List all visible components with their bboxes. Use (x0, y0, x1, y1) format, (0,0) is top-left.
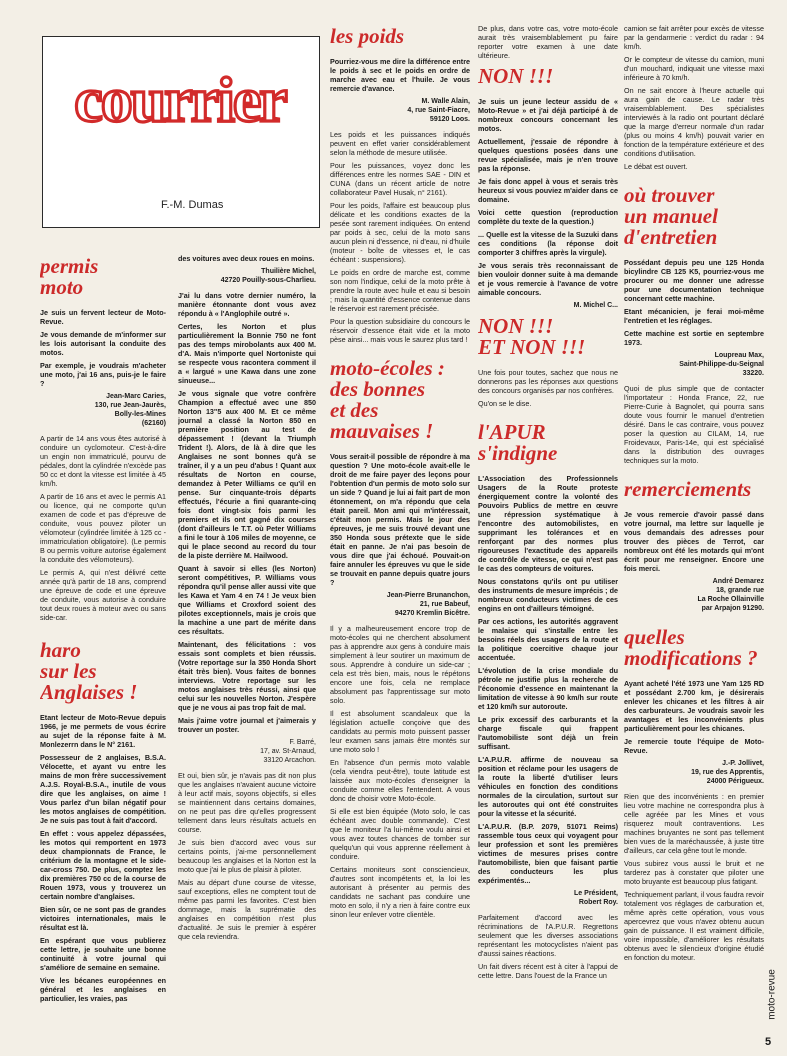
courrier-banner (42, 36, 320, 228)
signature: André Demarez 18, grande rue La Roche Ollainville par Arpajon 91290. (697, 578, 764, 612)
letter-paragraph: Ayant acheté l'été 1973 une Yam 125 RD et possédant 2.700 km, je désirerais enlever les chicanes et les filtres à air des carburateurs. Je voudrais savoir les avantages et les inconvénients plus particulièrement pour les chicanes. (624, 679, 764, 733)
answer-paragraph: De plus, dans votre cas, votre moto-école aurait très vraisemblablement pu faire reporter votre examen à une date ultérieure. (478, 24, 618, 60)
heading-haro: haro sur les Anglaises ! (40, 638, 138, 704)
letter-paragraph: Bien sûr, ce ne sont pas de grandes victoires internationales, mais le résultat est là. (40, 905, 166, 932)
signature: M. Michel C... (573, 302, 618, 309)
answer-paragraph: Parfaitement d'accord avec les récriminations de l'A.P.U.R. Regrettons seulement que les diverses associations représentant les motocyclistes n'aient pas d'aussi saines réactions. (478, 913, 618, 958)
answer-paragraph: Le permis A, qui n'est délivré cette année qu'à partir de 18 ans, comprend une épreuve de code et une épreuve de conduite, vous autorise à conduire tout deux roues à moteur avec ou sans side-car. (40, 568, 166, 622)
letter-paragraph: Etant mécanicien, je ferai moi-même l'entretien et les réglages. (624, 307, 764, 325)
heading-remerciements: remerciements (624, 477, 752, 501)
heading-non: NON !!! (478, 64, 554, 88)
letter-paragraph: J'ai lu dans votre dernier numéro, la manière étonnante dont vous avez répondu à « l'Anglophile outré ». (178, 291, 316, 318)
heading-moto-ecoles: moto-écoles : des bonnes et des mauvaises ! (330, 356, 445, 443)
signature: Le Président, Robert Roy. (574, 890, 618, 906)
signature: F. Barré, 17, av. St-Arnaud, 33120 Arcachon. (260, 739, 316, 764)
signature: Jean-Pierre Brunanchon, 21, rue Babeuf, 94270 Kremlin Bicêtre. (386, 592, 470, 617)
page-number: 5 (765, 1036, 772, 1048)
answer-paragraph: On ne sait encore à l'heure actuelle qui aura gain de cause. Le radar très vraisemblablement. Des spécialistes interviewés à la radio ont pourtant déclaré que la marge d'erreur normale d'un radar (plus ou moins 4 km/h) pouvait varier en fonction de la température extérieure et des conditions d'utilisation. (624, 86, 764, 158)
letter-paragraph: ... Quelle est la vitesse de la Suzuki dans ces conditions (la réponse doit comporter 3 chiffres après la virgule). (478, 230, 618, 257)
answer-paragraph: Si elle est bien équipée (Moto solo, le cas échéant avec double commande). C'est que le moniteur l'a lui-même voulu ainsi et vous avez toutes chances de tomber sur quelqu'un qui vous apprenne réellement à conduire. (330, 807, 470, 861)
answer-paragraph: Je suis bien d'accord avec vous sur certains points, j'ai-me personnellement beaucoup les anglaises et la Norton est la moto que j'ai le plus de plaisir à piloter. (178, 838, 316, 874)
letter-paragraph: Quant à savoir si elles (les Norton) seront compétitives, P. Williams vous répondra qu'il pense aller aussi vite que les Kawa et Yam 4 en 74 ! Je veux bien que Williams et Croxford soient des pilotes exceptionnels, mais je crois que la machine a une part de mérite dans ces résultats. (178, 564, 316, 636)
column-5 (624, 24, 764, 1036)
letter-paragraph: Je vous demande de m'informer sur les lois autorisant la conduite des motos. (40, 330, 166, 357)
answer-paragraph: Pour les poids, l'affaire est beaucoup plus délicate et les conditions exactes de la pesée sont rarement indiquées. On entend par poids à sec, celui de la moto sans aucun plein ni d'essence, ni d'eau, ni d'huile (moteur - boîte de vitesses et, le cas échéant : suspensions). (330, 201, 470, 264)
letter-paragraph: En effet : vous appelez dépassées, les motos qui remportent en 1973 deux championnats de France, le critérium de la montagne et le side-car-cross 750. De plus, comptez les dix premières 750 cc de la course de Rouen 1973, vous y trouverez un certain nombre d'anglaises. (40, 829, 166, 901)
answer-paragraph: Rien que des inconvénients : en premier lieu votre machine ne correspondra plus à celle agréée par les Mines et vous risquerez moult contraventions. Les machines bruyantes ne sont pas tellement bien vues de la maréchaussée, à juste titre d'ailleurs, car cela gêne tout le monde. (624, 792, 764, 855)
answer-paragraph: Mais au départ d'une course de vitesse, sauf exceptions, elles ne comptent tout de même pas parmi les favorites. C'est bien dommage, mais la suprématie des anglaises en compétition n'est plus d'actualité. Je suis le premier à espérer que cela reviendra. (178, 878, 316, 941)
column-1 (40, 250, 166, 1056)
answer-paragraph: Un fait divers récent est à citer à l'appui de cette lettre. Dans l'ouest de la France un (478, 962, 618, 980)
answer-paragraph: Et oui, bien sûr, je n'avais pas dit non plus que les anglaises n'avaient aucune victoire à leur actif mais, soyons objectifs, si elles se maintiennent dans certains domaines, on ne peut pas dire qu'elles progressent tellement dans leurs résultats actuels en course. (178, 771, 316, 834)
letter-paragraph: Etant lecteur de Moto-Revue depuis 1966, je me permets de vous écrire au sujet de la réponse faite à M. Monlezerrn dans le N° 2161. (40, 713, 166, 749)
letter-paragraph: Possédant depuis peu une 125 Honda bicylindre CB 125 K5, pourriez-vous me procurer ou me donner une adresse pour une documentation technique concernant cette machine. (624, 258, 764, 303)
signature: Jean-Marc Caries, 130, rue Jean-Jaurès, Bolly-les-Mines (62160) (94, 393, 166, 427)
answer-paragraph: Le débat est ouvert. (624, 162, 688, 171)
column-4 (478, 24, 618, 1056)
answer-paragraph: Or le compteur de vitesse du camion, muni d'un mouchard, indiquait une vitesse maxi inférieure à 70 km/h. (624, 55, 764, 82)
letter-paragraph: Mais j'aime votre journal et j'aimerais y trouver un poster. (178, 716, 316, 734)
answer-paragraph: A partir de 14 ans vous êtes autorisé à conduire un cyclomoteur. C'est-à-dire un engin non immatriculé, pourvu de pédales, dont la cylindrée n'excède pas 50 cc et dont la vitesse est limitée à 45 km/h. (40, 434, 166, 488)
answer-paragraph: Techniquement parlant, il vous faudra revoir totalement vos réglages de carburation et, même après cette opération, vous vous apercevrez que vous n'avez obtenu aucun gain de puissance. Il est vraiment difficile, voire impossible, d'améliorer les résultats obtenus avec le silencieux d'origine étudié en fonction du moteur. (624, 890, 764, 962)
letter-paragraph: Je vous serais très reconnaissant de bien vouloir donner suite à ma demande et je vous remercie à l'avance de votre aimable concours. (478, 261, 618, 297)
column-3 (330, 20, 470, 1056)
answer-paragraph: Pour la question subsidiaire du concours le réservoir d'essence était vide et la moto pèse ainsi... mais vous le saurez plus tard ! (330, 317, 470, 344)
heading-modifications: quelles modifications ? (624, 625, 758, 670)
answer-paragraph: Une fois pour toutes, sachez que nous ne donnerons pas les réponses aux questions des concours organisés par nos confrères. (478, 368, 618, 395)
answer-paragraph: Pour les puissances, voyez donc les différences entre les normes SAE - DIN et CUNA (dans un récent article de notre collaborateur Pavel Husak, n° 2161). (330, 161, 470, 197)
letter-paragraph: Voici cette question (reproduction complète du texte de la question.) (478, 208, 618, 226)
column-2 (178, 254, 316, 1056)
letter-paragraph: Cette machine est sortie en septembre 1973. (624, 329, 764, 347)
answer-paragraph: Les poids et les puissances indiqués peuvent en effet varier considérablement selon la méthode de mesure utilisée. (330, 130, 470, 157)
letter-paragraph: L'évolution de la crise mondiale du pétrole ne justifie plus la recherche de l'économie d'essence en maintenant la limitation de vitesse à 90 km/h sur route et 120 km/h sur autoroute. (478, 666, 618, 711)
letter-paragraph: Vous serait-il possible de répondre à ma question ? Une moto-école avait-elle le droit de me faire payer des leçons pour l'obtention d'un permis de moto solo sur un side ? Quand je lui ai fait part de mon étonnement, on m'a répondu que cela était pareil. Mon ami qui m'intéressait, c'était mon permis. Mais le jour des épreuves, je me suis trouvé devant une 350 Honda sous prétexte que le side était en panne. Je n'ai pas besoin de vous dire que j'ai échoué. Pouvait-on faire annuler les épreuves vu que le side se trouvait en panne depuis quatre jours ? (330, 452, 470, 587)
heading-les-poids: les poids (330, 24, 405, 48)
answer-paragraph: Il est absolument scandaleux que la législation actuelle conçoive que des candidats au permis moto puissent passer leur examen sans jamais être montés sur une moto solo ! (330, 709, 470, 754)
letter-paragraph: Nous constatons qu'ils ont pu utiliser des instruments de mesure imprécis ; de nombreux conducteurs victimes de ces engins en ont d'ailleurs témoigné. (478, 577, 618, 613)
answer-paragraph: Qu'on se le dise. (478, 399, 532, 408)
letter-paragraph: Vive les bécanes européennes en général et les anglaises en particulier, les vraies, pas (40, 976, 166, 1003)
letter-paragraph: Maintenant, des félicitations : vos essais sont complets et bien réussis. (Votre reportage sur la 350 Honda Short était très bien). Vous faites de bonnes interviews. Votre reportage sur les motos anglaises très réussi, ainsi que celui sur les nouvelles Norton. J'espère que je ne vous ai pas trop fait de mal. (178, 640, 316, 712)
heading-apur: l'APUR s'indigne (478, 420, 558, 465)
answer-paragraph: A partir de 16 ans et avec le permis A1 ou licence, qui ne comporte qu'un examen de code et pas d'épreuve de conduite, vous pouvez piloter un vélomoteur (cylindrée limitée à 125 cc - immatriculation obligatoire). (Le permis B ou permis voiture autorise également la conduite des vélomoteurs). (40, 492, 166, 564)
answer-paragraph: Il y a malheureusement encore trop de moto-écoles qui ne cherchent absolument pas à apprendre aux gens à conduire mais simplement à leur soutirer un maximum de sous. Apprendre à conduire un side-car ; cela est très bien, mais, nous le répétons encore une fois, cela ne remplace absolument pas l'apprentissage sur moto solo. (330, 624, 470, 705)
letter-paragraph: L'A.P.U.R. (B.P. 2079, 51071 Reims) rassemble tous ceux qui voyagent pour leur profession et sont les premières victimes de mesures prises contre l'automobiliste, bien que faisant partie des conducteurs les plus expérimentés... (478, 822, 618, 885)
answer-paragraph: Quoi de plus simple que de contacter l'importateur : Honda France, 22, rue Pierre-Curie à Bagnolet, qui pourra sans doute vous fournir le manuel d'entretien désiré. Dans le cas contraire, vous pouvez poser la question au CILAM, 14, rue Froidevaux, Paris-14e, qui est spécialisé dans la distribution des ouvrages techniques sur la moto. (624, 384, 764, 465)
signature: M. Walle Alain, 4, rue Saint-Fiacre, 59120 Loos. (407, 98, 470, 123)
letter-paragraph: Je suis un jeune lecteur assidu de « Moto-Revue » et j'ai déjà participé à de nombreux concours concernant les motos. (478, 97, 618, 133)
answer-paragraph: En l'absence d'un permis moto valable (cela viendra peut-être), toute latitude est laissée aux moto-écoles d'enseigner la conduite comme elles l'entendent. A vous donc de choisir votre Moto-école. (330, 758, 470, 803)
letter-paragraph: L'Association des Professionnels Usagers de la Route proteste énergiquement contre la volonté des Pouvoirs Publics de mettre en œuvre une répression systématique à l'encontre des automobilistes, en supprimant les tolérances et en renforçant par des normes plus rigoureuses l'exactitude des appareils de contrôle de vitesse, ce qui n'est pas le cas des compteurs de voitures. (478, 474, 618, 573)
letter-paragraph: Je fais donc appel à vous et serais très heureux si vous pouviez m'aider dans ce domaine. (478, 177, 618, 204)
banner-author: F.-M. Dumas (161, 199, 224, 211)
answer-paragraph: camion se fait arrêter pour excès de vitesse par la gendarmerie : verdict du radar : 94 km/h. (624, 24, 764, 51)
page-footer (765, 918, 779, 1048)
signature: Thuilière Michel, 42720 Pouilly-sous-Charlieu. (220, 268, 316, 284)
letter-paragraph: des voitures avec deux roues en moins. (178, 254, 315, 263)
answer-paragraph: Certains moniteurs sont consciencieux, d'autres sont incompétents et, la loi les autorisant à présenter au permis des candidats ne sachant pas conduire une moto en solo, il n'y a rien à faire contre eux sinon leur enlever votre clientèle. (330, 865, 470, 919)
magazine-name: moto-revue (766, 969, 778, 1020)
letter-paragraph: Le prix excessif des carburants et la charge fiscale qui frappent l'automobiliste sont déjà un frein suffisant. (478, 715, 618, 751)
courrier-title: courrier (74, 64, 286, 135)
letter-paragraph: Je suis un fervent lecteur de Moto-Revue. (40, 308, 166, 326)
letter-paragraph: Actuellement, j'essaie de répondre à quelques questions posées dans une revue spécialisée, mais je n'en trouve pas la réponse. (478, 137, 618, 173)
answer-paragraph: Vous subirez vous aussi le bruit et ne tarderez pas à constater que piloter une moto bruyante est beaucoup plus fatigant. (624, 859, 764, 886)
letter-paragraph: En espérant que vous publierez cette lettre, je souhaite une bonne continuité à votre journal qui s'améliore de semaine en semaine. (40, 936, 166, 972)
answer-paragraph: Le poids en ordre de marche est, comme son nom l'indique, celui de la moto prête à prendre la route avec huile et eau si besoin ; mais la quantité d'essence contenue dans le réservoir est rarement précisée. (330, 268, 470, 313)
letter-paragraph: Je vous remercie d'avoir passé dans votre journal, ma lettre sur laquelle je vous demandais des adresses pour trouver des pièces de Terrot, car nombreux ont été les motards qui m'ont écrit pour me renseigner. Encore une fois merci. (624, 510, 764, 573)
letter-paragraph: Pourriez-vous me dire la différence entre le poids à sec et le poids en ordre de marche avec eau et l'huile. Je vous remercie d'avance. (330, 57, 470, 93)
letter-paragraph: Par exemple, je voudrais m'acheter une moto, j'ai 16 ans, puis-je le faire ? (40, 361, 166, 388)
heading-manuel: où trouver un manuel d'entretien (624, 183, 718, 249)
courrier-logo (49, 59, 311, 139)
letter-paragraph: L'A.P.U.R. affirme de nouveau sa position et réclame pour les usagers de la route la liberté d'utiliser leurs véhicules en fonction des conditions normales de la circulation, surtout sur les autoroutes qui ont été construites pour la vitesse et la sécurité. (478, 755, 618, 818)
heading-non-et-non: NON !!! ET NON !!! (478, 314, 586, 359)
signature: Loupreau Max, Saint-Philippe-du-Seignal 33220. (679, 352, 764, 377)
letter-paragraph: Certes, les Norton et plus particulièrement la Bonnie 750 ne font pas des temps mirobolants aux 400 M. d'A. Mais n'importe quel Nortoniste qui se respecte vous racontera comment il a « largué » une Kawa dans une zone sinueuse... (178, 322, 316, 385)
signature: J.-P. Jollivet, 19, rue des Apprentis, 24000 Périgueux. (691, 760, 764, 785)
letter-paragraph: Possesseur de 2 anglaises, B.S.A. Vélocette, et ayant vu entre les mains de mon frère successivement A.J.S. Royal-B.S.A., inutile de vous dire que les anglaises, on aime ! Vous parlez d'un bilan négatif pour les motos anglaises de compétition. Je ne suis pas tout à fait d'accord. (40, 753, 166, 825)
letter-paragraph: Je vous signale que votre confrère Champion a effectué avec une 850 Norton 13"5 aux 400 M. Et ce même journal a classé la Norton 850 en première position au test de dépassement ! (devant la Triumph Trident !). Alors, de là à dire que les Anglaises ne sont bonnes qu'à se traîner, il y a un peu d'abus ! Quant aux résultats de Norton en course, demandez à Peter Williams ce qu'il en pense. Sur cinquante-trois départs effectués, l'écurie a fini quarante-cinq fois dont vingt-six fois parmi les premiers et ils ont gagné dix courses (dont d'ailleurs le T.T. où Peter Williams a fini le tour à 106 miles de moyenne, ce qui le place second au record du tour de la piste derrière M. Hailwood. (178, 389, 316, 560)
letter-paragraph: Par ces actions, les autorités aggravent le malaise qui s'installe entre les besoins réels des usagers de la route et la politique coercitive chaque jour accentuée. (478, 617, 618, 662)
heading-permis-moto: permis moto (40, 254, 99, 299)
letter-paragraph: Je remercie toute l'équipe de Moto-Revue. (624, 737, 764, 755)
